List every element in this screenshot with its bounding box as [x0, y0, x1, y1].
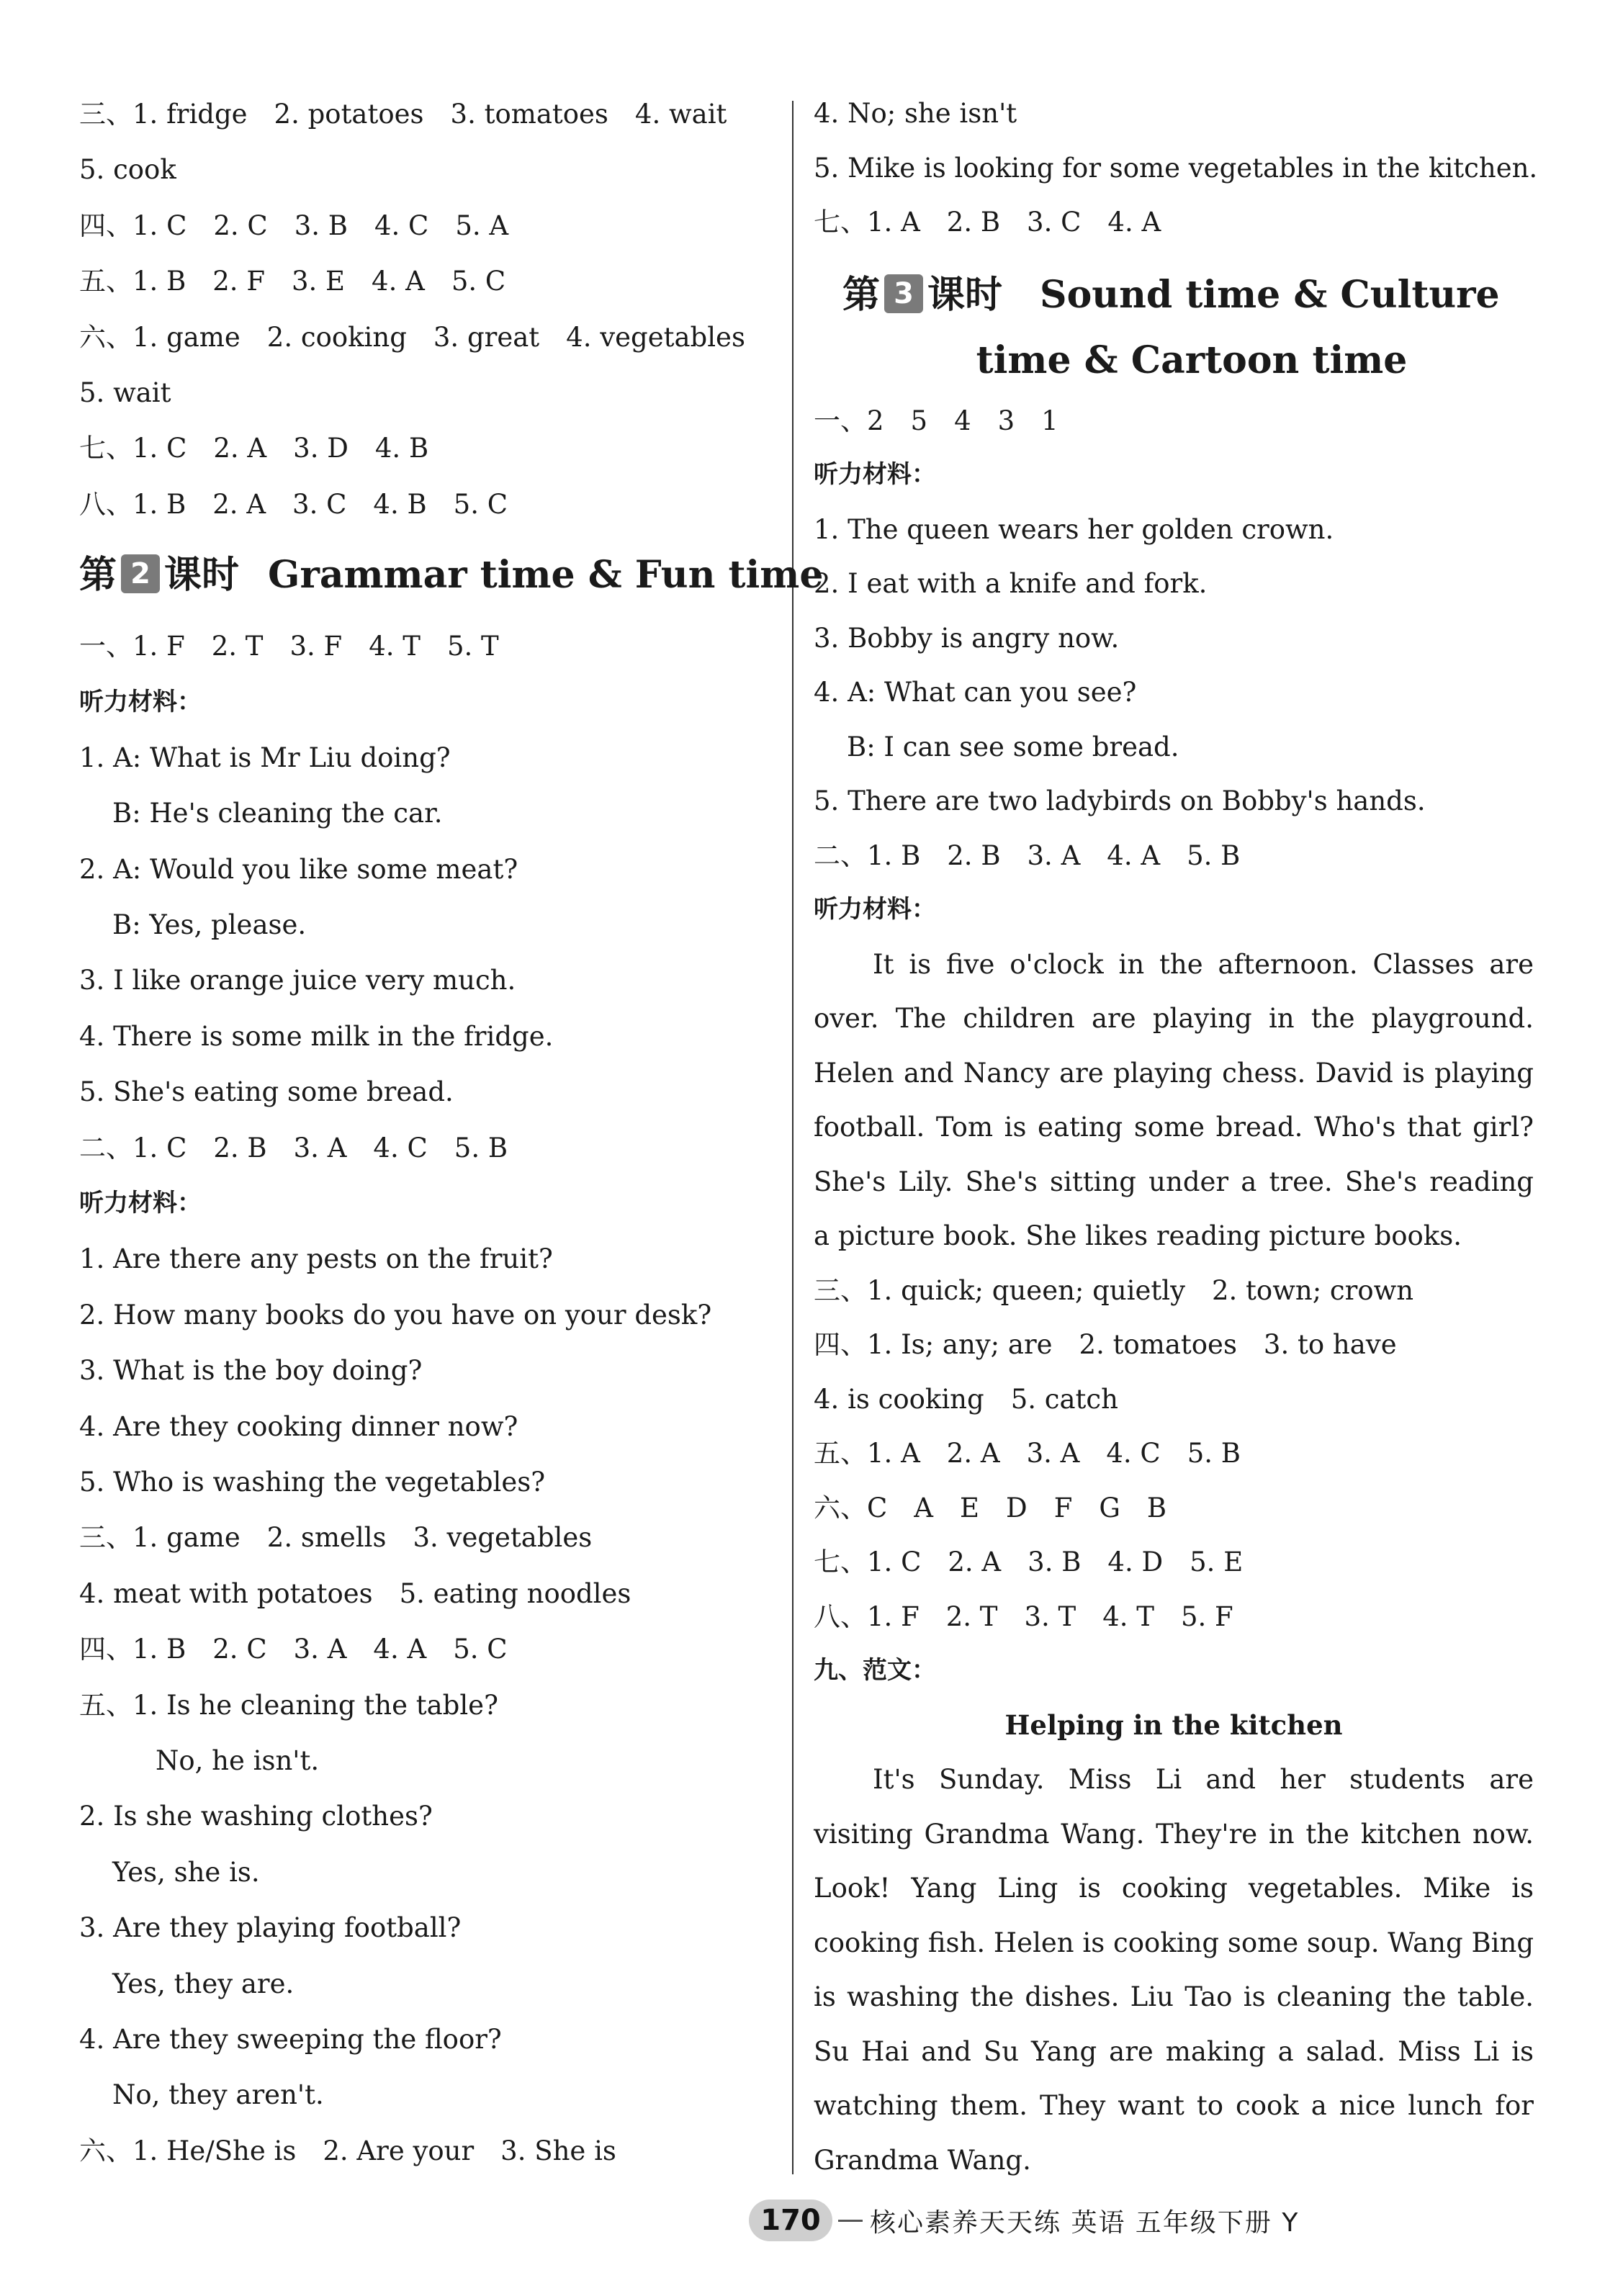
text-line: 4. Are they sweeping the floor? — [79, 2023, 502, 2055]
text-line: 六、1. He/She is 2. Are your 3. She is — [79, 2135, 616, 2166]
lesson-suffix: 课时 — [927, 272, 1003, 317]
text-line: is washing the dishes. Liu Tao is cleaning the table. — [814, 1981, 1534, 2012]
text-line: Su Hai and Su Yang are making a salad. Miss Li is — [814, 2035, 1534, 2067]
lesson2-answers — [79, 618, 770, 2179]
right-column — [814, 86, 1538, 2187]
lesson-prefix: 第 — [79, 553, 117, 598]
text-line: 3. I like orange juice very much. — [79, 965, 516, 996]
lesson-prefix: 第 — [842, 272, 881, 317]
text-line: visiting Grandma Wang. They're in the kitchen now. — [814, 1818, 1534, 1850]
text-line: Helen and Nancy are playing chess. David is playing — [814, 1057, 1534, 1089]
text-line: 2. How many books do you have on your desk? — [79, 1299, 712, 1331]
text-line: watching them. They want to cook a nice lunch for — [814, 2090, 1534, 2121]
page-number: 170 — [749, 2200, 832, 2241]
section-label: 听力材料： — [79, 687, 202, 716]
text-line: 3. What is the boy doing? — [79, 1355, 423, 1387]
text-line: 七、1. A 2. B 3. C 4. A — [814, 207, 1161, 238]
text-line: B: Yes, please. — [112, 909, 307, 941]
lesson-number-badge: 2 — [121, 554, 160, 593]
lesson-suffix: 课时 — [164, 553, 240, 598]
text-line: 七、1. C 2. A 3. B 4. D 5. E — [814, 1547, 1244, 1577]
text-line: football. Tom is eating some bread. Who's that girl? — [814, 1112, 1534, 1143]
column-divider — [792, 101, 793, 2174]
text-line: Grandma Wang. — [814, 2144, 1031, 2176]
lesson2-heading — [79, 532, 824, 618]
text-line: It is five o'clock in the afternoon. Classes are — [873, 948, 1534, 980]
text-line: 5. Who is washing the vegetables? — [79, 1466, 546, 1498]
text-line: No, they aren't. — [112, 2079, 324, 2111]
lesson2-answers-tail — [814, 86, 1538, 250]
section-label: 听力材料： — [79, 1189, 202, 1218]
text-line: 三、1. game 2. smells 3. vegetables — [79, 1522, 593, 1554]
text-line: 4. is cooking 5. catch — [814, 1383, 1118, 1415]
section-label: 九、范文： — [814, 1656, 936, 1685]
lesson-number-badge: 3 — [884, 274, 923, 313]
lesson3-answers — [814, 394, 1534, 2188]
text-line: B: I can see some bread. — [847, 731, 1179, 762]
text-line: a picture book. She likes reading picture books. — [814, 1220, 1462, 1251]
text-line: 5. cook — [79, 154, 176, 186]
text-line: 4. Are they cooking dinner now? — [79, 1410, 518, 1442]
text-line: 三、1. quick; queen; quietly 2. town; crown — [814, 1274, 1414, 1306]
text-line: It's Sunday. Miss Li and her students are — [873, 1764, 1534, 1795]
text-line: 4. No; she isn't — [814, 98, 1017, 129]
text-line: 六、1. game 2. cooking 3. great 4. vegetables — [79, 321, 745, 353]
text-line: 八、1. F 2. T 3. T 4. T 5. F — [814, 1601, 1233, 1632]
text-line: 三、1. fridge 2. potatoes 3. tomatoes 4. wait — [79, 99, 727, 130]
text-line: No, he isn't. — [156, 1744, 320, 1776]
lesson-title: Grammar time & Fun time — [268, 553, 824, 598]
text-line: cooking fish. Helen is cooking some soup. Wang Bing — [814, 1927, 1534, 1958]
text-line: 五、1. B 2. F 3. E 4. A 5. C — [79, 266, 506, 297]
text-line: 5. Mike is looking for some vegetables in the kitchen. — [814, 152, 1538, 184]
text-line: 4. There is some milk in the fridge. — [79, 1020, 554, 1052]
text-line: 五、1. A 2. A 3. A 4. C 5. B — [814, 1438, 1241, 1469]
text-line: 七、1. C 2. A 3. D 4. B — [79, 433, 429, 464]
text-line: over. The children are playing in the playground. — [814, 1003, 1534, 1034]
text-line: 2. I eat with a knife and fork. — [814, 568, 1208, 599]
text-line: 二、1. C 2. B 3. A 4. C 5. B — [79, 1132, 508, 1163]
text-line: B: He's cleaning the car. — [112, 798, 443, 829]
text-line: 1. The queen wears her golden crown. — [814, 513, 1334, 545]
text-line: 四、1. Is; any; are 2. tomatoes 3. to have — [814, 1329, 1397, 1360]
text-line: 四、1. C 2. C 3. B 4. C 5. A — [79, 210, 509, 241]
text-line: 一、1. F 2. T 3. F 4. T 5. T — [79, 631, 499, 662]
text-line: 一、2 5 4 3 1 — [814, 405, 1058, 436]
section-label: 听力材料： — [814, 895, 936, 924]
text-line: 5. There are two ladybirds on Bobby's hands. — [814, 785, 1426, 816]
lesson3-heading — [814, 263, 1534, 328]
text-line: 2. Is she washing clothes? — [79, 1801, 433, 1832]
text-line: 1. A: What is Mr Liu doing? — [79, 742, 451, 773]
text-line: 3. Are they playing football? — [79, 1912, 462, 1944]
lesson-title-line1: Sound time & Culture — [1040, 272, 1500, 317]
text-line: She's Lily. She's sitting under a tree. She's reading — [814, 1166, 1534, 1197]
text-line: 五、1. Is he cleaning the table? — [79, 1689, 498, 1721]
essay-title: Helping in the kitchen — [1004, 1709, 1343, 1741]
text-line: 3. Bobby is angry now. — [814, 622, 1120, 654]
footer-rule — [838, 2220, 863, 2222]
text-line: Yes, she is. — [112, 1856, 260, 1888]
lesson1-answers-tail — [79, 86, 770, 532]
book-title: 核心素养天天练 英语 五年级下册 Y — [870, 2207, 1300, 2238]
text-line: Yes, they are. — [112, 1968, 295, 1999]
text-line: 2. A: Would you like some meat? — [79, 853, 518, 885]
text-line: Look! Yang Ling is cooking vegetables. Mike is — [814, 1873, 1534, 1904]
section-label: 听力材料： — [814, 460, 936, 489]
text-line: 四、1. B 2. C 3. A 4. A 5. C — [79, 1634, 508, 1665]
lesson-title-line2: time & Cartoon time — [976, 338, 1408, 382]
text-line: 4. meat with potatoes 5. eating noodles — [79, 1577, 631, 1609]
text-line: 六、C A E D F G B — [814, 1492, 1167, 1523]
text-line: 1. Are there any pests on the fruit? — [79, 1243, 553, 1275]
text-line: 八、1. B 2. A 3. C 4. B 5. C — [79, 488, 508, 520]
text-line: 5. wait — [79, 377, 171, 408]
text-line: 二、1. B 2. B 3. A 4. A 5. B — [814, 839, 1241, 871]
page-footer — [749, 2197, 1299, 2243]
left-column — [79, 86, 824, 2179]
text-line: 4. A: What can you see? — [814, 677, 1137, 708]
text-line: 5. She's eating some bread. — [79, 1076, 454, 1108]
